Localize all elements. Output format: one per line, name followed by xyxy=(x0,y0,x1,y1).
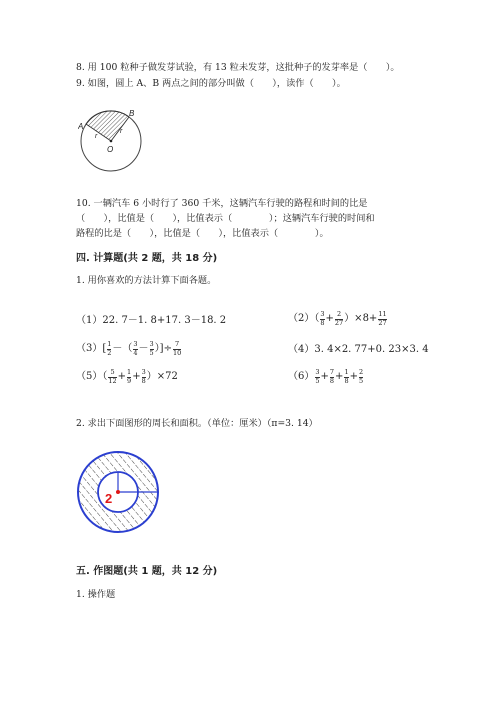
operator: + xyxy=(117,371,127,382)
problem-1 xyxy=(76,315,226,327)
problem-6-prefix: （6） xyxy=(288,371,315,382)
operator: ）]÷ xyxy=(154,343,172,354)
problem-4 xyxy=(288,344,429,356)
problem-5-prefix: （5）（ xyxy=(76,371,108,382)
section-4-title: 四. 计算题(共 2 题，共 18 分) xyxy=(76,253,218,264)
circle-sector-figure xyxy=(78,106,158,180)
fraction: $\frac{11}{27}$ xyxy=(378,310,387,327)
question-10-line1: 10. 一辆汽车 6 小时行了 360 千米，这辆汽车行驶的路程和时间的比是 xyxy=(76,198,368,209)
label-r-right: r xyxy=(120,128,123,135)
operator: ）×8+ xyxy=(344,313,378,324)
problem-6 xyxy=(288,369,364,385)
fraction: $\frac{3}{5}$ xyxy=(149,340,154,357)
fraction: $\frac{5}{12}$ xyxy=(108,368,117,385)
fraction: $\frac{3}{8}$ xyxy=(141,368,146,385)
operator: + xyxy=(325,313,334,324)
problem-4-expression: （4）3. 4×2. 77+0. 23×3. 4 xyxy=(288,344,429,355)
fraction: $\frac{1}{2}$ xyxy=(107,340,112,357)
fraction: $\frac{2}{5}$ xyxy=(358,368,364,385)
operator: + xyxy=(320,371,329,382)
center-point xyxy=(110,140,113,143)
radius-label: 2 xyxy=(105,491,113,506)
fraction: $\frac{7}{8}$ xyxy=(329,368,335,385)
problem-5 xyxy=(76,369,178,385)
fraction: $\frac{2}{27}$ xyxy=(334,310,344,327)
question-9: 9. 如图，圆上 A、B 两点之间的部分叫做（ ），读作（ ）。 xyxy=(76,78,346,89)
problem-1-expression: （1）22. 7－1. 8+17. 3－18. 2 xyxy=(76,315,227,326)
label-o: O xyxy=(107,145,114,154)
question-8: 8. 用 100 粒种子做发芽试验，有 13 粒未发芽，这批种子的发芽率是（ ）。 xyxy=(76,62,400,73)
problem-3 xyxy=(76,341,182,357)
operator: ）×72 xyxy=(146,371,178,382)
annulus-figure xyxy=(74,448,164,538)
fraction: $\frac{3}{8}$ xyxy=(320,310,325,327)
fraction: $\frac{3}{4}$ xyxy=(133,340,138,357)
label-a: A xyxy=(78,122,84,131)
operator: － xyxy=(138,343,149,354)
section-4-question-2: 2. 求出下面图形的周长和面积。（单位：厘米）（π=3. 14） xyxy=(76,418,318,429)
section-5-title: 五. 作图题(共 1 题，共 12 分) xyxy=(76,566,218,577)
label-r-left: r xyxy=(95,133,98,140)
question-10-line2: （ ），比值是（ ），比值表示（ ）；这辆汽车行驶的时间和 xyxy=(76,213,375,224)
fraction: $\frac{1}{9}$ xyxy=(127,368,132,385)
shaded-sector xyxy=(86,111,129,141)
problem-2-prefix: （2）（ xyxy=(288,313,320,324)
operator: + xyxy=(349,371,358,382)
operator: + xyxy=(132,371,141,382)
section-4-question-1: 1. 用你喜欢的方法计算下面各题。 xyxy=(76,275,217,286)
section-5-question-1: 1. 操作题 xyxy=(76,589,116,600)
problem-2 xyxy=(288,311,388,327)
operator: + xyxy=(335,371,344,382)
problem-3-prefix: （3）[ xyxy=(76,343,107,354)
fraction: $\frac{1}{8}$ xyxy=(344,368,349,385)
question-10-line3: 路程的比是（ ），比值是（ ），比值表示（ ）。 xyxy=(76,228,329,239)
center-dot xyxy=(116,490,120,494)
fraction: $\frac{3}{5}$ xyxy=(315,368,320,385)
operator: －（ xyxy=(112,343,133,354)
label-b: B xyxy=(129,109,135,118)
fraction: $\frac{7}{10}$ xyxy=(172,340,182,357)
